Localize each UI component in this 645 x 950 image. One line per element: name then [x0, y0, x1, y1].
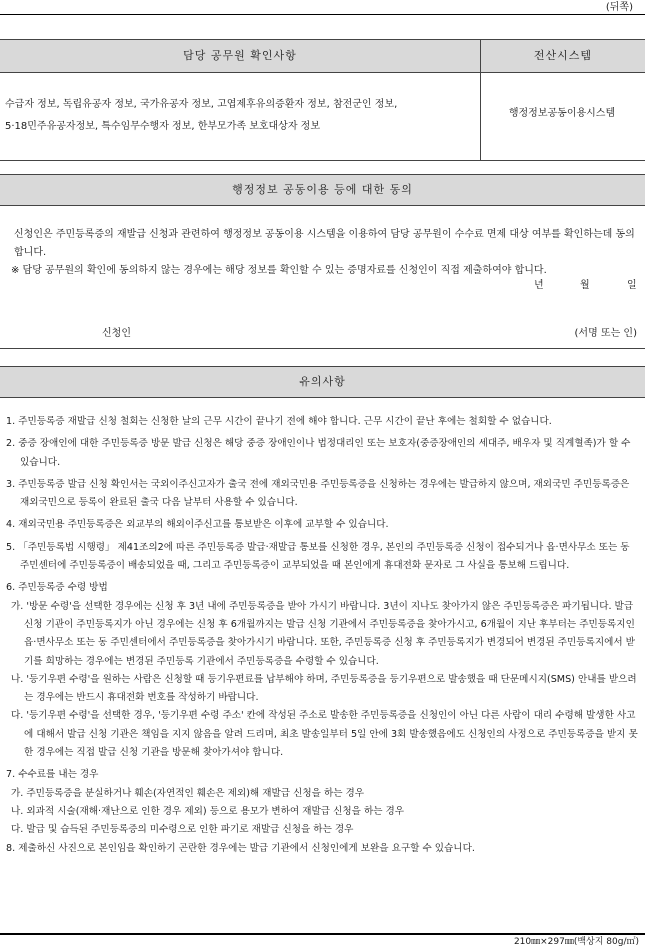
notes-header: 유의사항	[0, 366, 645, 398]
applicant-label: 신청인	[102, 328, 131, 339]
paper-spec: 210㎜×297㎜(백상지 80g/㎡)	[513, 937, 639, 948]
consent-notice: ※ 담당 공무원의 확인에 동의하지 않는 경우에는 해당 정보를 확인할 수 있는 증명자료를 신청인이 직접 제출하여야 합니다.	[11, 265, 547, 276]
consent-bottom	[0, 348, 645, 349]
consent-header: 행정정보 공동이용 등에 대한 동의	[0, 174, 645, 206]
confirm-table-bottom	[0, 160, 645, 161]
page-side-label: (뒤쪽)	[605, 2, 633, 13]
date-day: 일	[627, 280, 637, 291]
note-6-c: 다. '등기우편 수령'을 선택한 경우, '등기우편 수령 주소' 칸에 작성된 주소로 발송한 주민등록증을 신청인이 아닌 다른 사람이 대리 수령해 발생한 사고에 대해서 발급 신청 기관은 책임을 지지 않음을 알려 드리며, 최초 발송일부터 5일 안에 3회 발송했음에도 신청인의 사정으로 주민등록증을 받지 못한 경우에는 직접 발급 신청 기관을 방문해 찾아가셔야 합니다.	[11, 710, 638, 759]
note-5: 5. 「주민등록법 시행령」 제41조의2에 따른 주민등록증 발급·재발급 통보를 신청한 경우, 본인의 주민등록증 신청이 접수되거나 읍·면사무소 또는 동 주민센터에 주민등록증이 배송되었을 때, 그리고 주민등록증이 교부되었을 때 본인에게 휴대전화 문자로 그 사실을 통보해 드립니다.	[6, 541, 630, 572]
confirm-items-line2: 5·18민주유공자정보, 특수임무수행자 정보, 한부모가족 보호대상자 정보	[5, 121, 320, 132]
notes-body	[6, 413, 638, 858]
confirm-table-header	[0, 39, 645, 73]
confirm-table-divider	[480, 39, 481, 161]
confirm-header-right: 전산시스템	[533, 49, 593, 62]
bottom-rule	[0, 933, 645, 935]
confirm-header-left: 담당 공무원 확인사항	[183, 49, 297, 62]
note-1: 1. 주민등록증 재발급 신청 철회는 신청한 날의 근무 시간이 끝나기 전에 해야 합니다. 근무 시간이 끝난 후에는 철회할 수 없습니다.	[6, 416, 552, 427]
confirm-items	[5, 94, 475, 138]
note-6: 6. 주민등록증 수령 방법	[6, 582, 108, 594]
note-7-a: 가. 주민등록증을 분실하거나 훼손(자연적인 훼손은 제외)해 재발급 신청을 하는 경우	[11, 787, 365, 799]
date-year: 년	[534, 280, 544, 291]
note-2: 2. 중증 장애인에 대한 주민등록증 방문 발급 신청은 해당 중증 장애인이나 법정대리인 또는 보호자(중증장애인의 세대주, 배우자 및 직계혈족)가 할 수 있습니다.	[6, 438, 631, 468]
note-6-b: 나. '등기우편 수령'을 원하는 사람은 신청할 때 등기우편료를 납부해야 하며, 주민등록증을 등기우편으로 발송했을 때 단문메시지(SMS) 안내를 받으려는 경우에는 반드시 휴대전화 번호를 작성하기 바랍니다.	[11, 673, 637, 704]
confirm-items-line1: 수급자 정보, 독립유공자 정보, 국가유공자 정보, 고엽제후유의증환자 정보, 참전군인 정보,	[5, 99, 398, 110]
note-7-b: 나. 외과적 시술(재해·재난으로 인한 경우 제외) 등으로 용모가 변하여 재발급 신청을 하는 경우	[11, 805, 405, 817]
note-4: 4. 재외국민용 주민등록증은 외교부의 해외이주신고를 통보받은 이후에 교부할 수 있습니다.	[6, 519, 389, 531]
note-3: 3. 주민등록증 발급 신청 확인서는 국외이주신고자가 출국 전에 재외국민용 주민등록증을 신청하는 경우에는 발급하지 않으며, 재외국민 주민등록증은 재외국민으로 등록이 완료된 출국 다음 날부터 사용할 수 있습니다.	[6, 478, 630, 509]
signature-label: (서명 또는 인)	[574, 328, 637, 339]
top-rule	[0, 14, 645, 15]
note-8: 8. 제출하신 사진으로 본인임을 확인하기 곤란한 경우에는 발급 기관에서 신청인에게 보완을 요구할 수 있습니다.	[6, 842, 475, 854]
note-7-c: 다. 발급 및 습득된 주민등록증의 미수령으로 인한 파기로 재발급 신청을 하는 경우	[11, 824, 354, 836]
consent-text: 신청인은 주민등록증의 재발급 신청과 관련하여 행정정보 공동이용 시스템을 이용하여 담당 공무원이 수수료 면제 대상 여부를 확인하는데 동의합니다.	[14, 229, 635, 258]
date-month: 월	[580, 280, 590, 291]
note-7: 7. 수수료를 내는 경우	[6, 769, 99, 781]
confirm-system: 행정정보공동이용시스템	[508, 108, 616, 119]
note-6-a: 가. '방문 수령'을 선택한 경우에는 신청 후 3년 내에 주민등록증을 받아 가시기 바랍니다. 3년이 지나도 찾아가지 않은 주민등록증은 파기됩니다. 발급 신청 기관이 주민등록지가 아닌 경우에는 신청 후 6개월까지는 발급 신청 기관에서 주민등록증을 찾아가시고, 6개월이 지난 후부터는 주민등록지인 읍·면사무소 또는 동 주민센터에서 주민등록증을 찾아가시기 바랍니다. 또한, 주민등록증 신청 후 주민등록지가 변경되어 변경된 주민등록지에서 받기를 희망하는 경우에는 변경된 주민등록 기관에서 주민등록증을 수령할 수 있습니다.	[11, 600, 635, 667]
consent-body	[11, 226, 639, 280]
